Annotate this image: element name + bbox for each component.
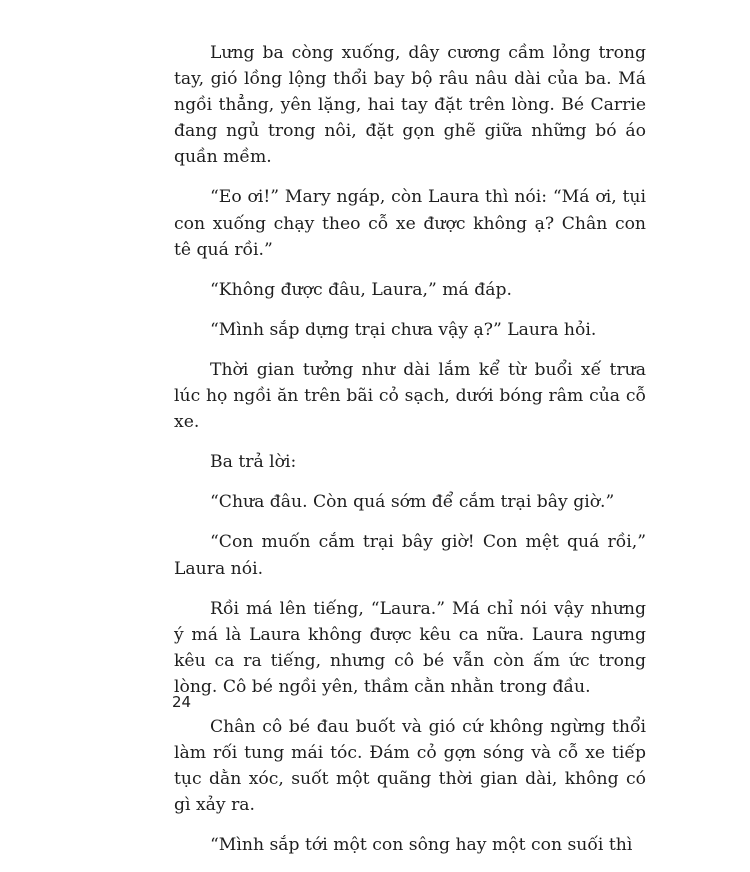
paragraph-8: “Con muốn cắm trại bây giờ! Con mệt quá rồi,” Laura nói. [174,532,646,579]
paragraph-5: Thời gian tưởng như dài lắm kể từ buổi xế trưa lúc họ ngồi ăn trên bãi cỏ sạch, dưới bóng râm của cỗ xe. [174,359,646,433]
paragraph-2: “Eo ơi!” Mary ngáp, còn Laura thì nói: “Má ơi, tụi con xuống chạy theo cỗ xe được không ạ? Chân con tê quá rồi.” [174,187,646,260]
paragraph-10: Chân cô bé đau buốt và gió cứ không ngừng thổi làm rối tung mái tóc. Đám cỏ gợn sóng và cỗ xe tiếp tục dằn xóc, suốt một quãng thời gian dài, không có gì xảy ra. [174,716,646,816]
body-text [174,40,646,872]
paragraph-7: “Chưa đâu. Còn quá sớm để cắm trại bây giờ.” [210,492,615,513]
paragraph-4: “Mình sắp dựng trại chưa vậy ạ?” Laura hỏi. [210,319,597,340]
paragraph-11: “Mình sắp tới một con sông hay một con suối thì [210,835,633,856]
paragraph-1: Lưng ba còng xuống, dây cương cầm lỏng trong tay, gió lồng lộng thổi bay bộ râu nâu dài của ba. Má ngồi thẳng, yên lặng, hai tay đặt trên lòng. Bé Carrie đang ngủ trong nôi, đặt gọn ghẽ giữa những bó áo quần mềm. [174,43,646,168]
page-number: 24 [172,693,192,711]
paragraph-3: “Không được đâu, Laura,” má đáp. [210,279,512,300]
paragraph-6: Ba trả lời: [210,452,297,473]
paragraph-9: Rồi má lên tiếng, “Laura.” Má chỉ nói vậy nhưng ý má là Laura không được kêu ca nữa. Laura ngưng kêu ca ra tiếng, nhưng cô bé vẫn còn ấm ức trong lòng. Cô bé ngồi yên, thầm cằn nhằn trong đầu. [174,598,646,697]
